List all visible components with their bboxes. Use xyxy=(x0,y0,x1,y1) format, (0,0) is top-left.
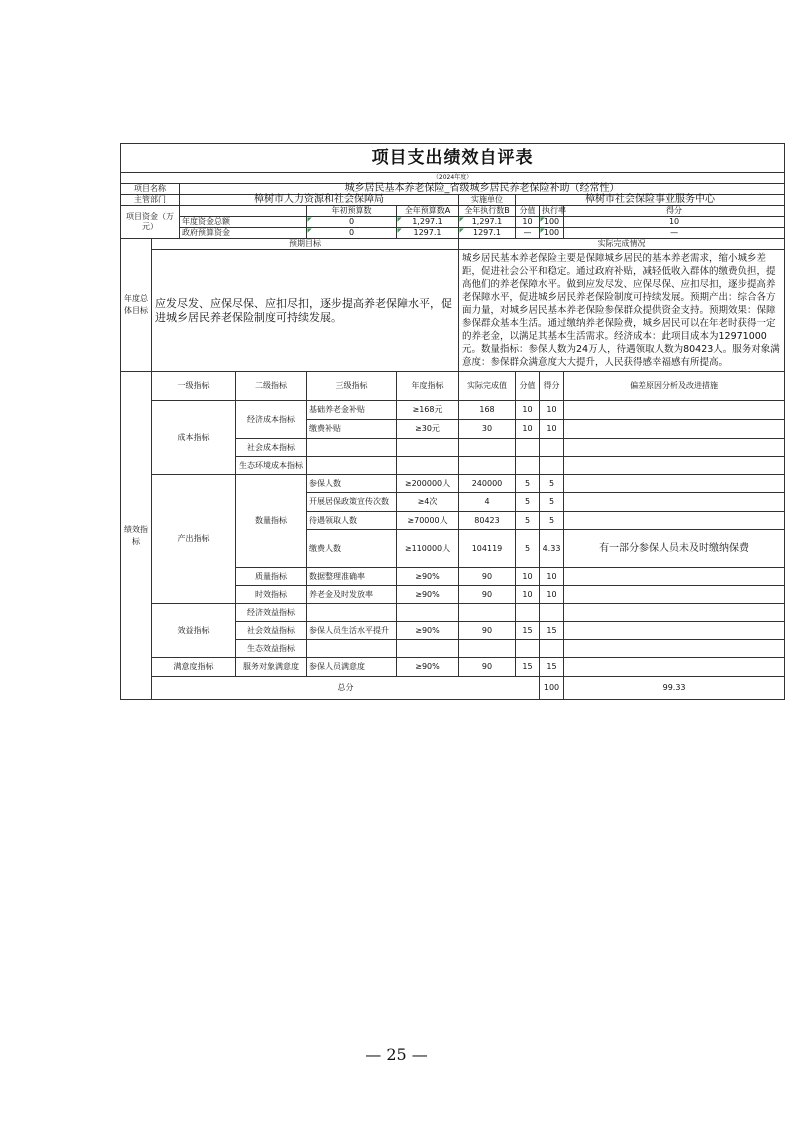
level2-quantity: 数量指标 xyxy=(236,475,307,568)
annual-score: 10 xyxy=(564,217,785,228)
r8-name: 养老金及时发放率 xyxy=(307,586,397,604)
r3-name: 参保人数 xyxy=(307,475,397,493)
empty-cell xyxy=(516,457,540,475)
r8-target: ≥90% xyxy=(397,586,459,604)
r9-name: 参保人员生活水平提升 xyxy=(307,622,397,640)
r8-score: 10 xyxy=(540,586,564,604)
label-score: 得分 xyxy=(564,206,785,217)
level2-econ-benefit: 经济效益指标 xyxy=(236,604,307,622)
r5-target: ≥70000人 xyxy=(397,512,459,530)
label-department: 主管部门 xyxy=(121,195,180,206)
empty-cell xyxy=(564,640,785,658)
actual-completion-text: 城乡居民基本养老保险主要是保障城乡居民的基本养老需求，缩小城乡差距，促进社会公平和稳定。通过政府补贴，减轻低收入群体的缴费负担，提高他们的养老保障水平。做到应发尽发、应保尽保、应扣尽扣，逐步提高养老保障水平，促进城乡居民养老保险制度可持续发展。预期产出：综合各方面力量，对城乡居民基本养老保险参保群众提供资金支持。预期效果：保障参保群众基本生活。通过缴纳养老保险费，城乡居民可以在年老时获得一定的养老金，以满足其基本生活需求。经济成本：此项目成本为12971000元。数量指标：参保人数为24万人，待遇领取人数为80423人。服务对象满意度：参保群众满意度大大提升，人民获得感幸福感有所提高。 xyxy=(459,250,785,372)
r4-score: 5 xyxy=(540,493,564,512)
r5-weight: 5 xyxy=(516,512,540,530)
empty-cell xyxy=(459,604,516,622)
r3-actual: 240000 xyxy=(459,475,516,493)
r6-analysis: 有一部分参保人员未及时缴纳保费 xyxy=(564,530,785,568)
department-name: 樟树市人力资源和社会保障局 xyxy=(180,195,459,206)
empty-cell xyxy=(459,439,516,457)
r6-weight: 5 xyxy=(516,530,540,568)
r2-target: ≥30元 xyxy=(397,420,459,439)
header-level2: 二级指标 xyxy=(236,372,307,401)
label-implementer: 实施单位 xyxy=(459,195,516,206)
table-title: 项目支出绩效自评表 xyxy=(121,144,785,173)
r10-weight: 15 xyxy=(516,658,540,677)
r1-target: ≥168元 xyxy=(397,401,459,420)
header-score: 得分 xyxy=(540,372,564,401)
empty-cell xyxy=(459,457,516,475)
label-annual-goal: 年度总体目标 xyxy=(121,239,152,372)
annual-exec: 1,297.1 xyxy=(459,217,516,228)
r10-analysis xyxy=(564,658,785,677)
r10-actual: 90 xyxy=(459,658,516,677)
gov-score: — xyxy=(564,228,785,239)
label-score-weight: 分值 xyxy=(516,206,540,217)
gov-rate: 100 xyxy=(540,228,564,239)
level1-output: 产出指标 xyxy=(152,475,236,604)
empty-cell xyxy=(516,640,540,658)
empty-cell xyxy=(397,457,459,475)
empty-cell xyxy=(540,457,564,475)
r5-name: 待遇领取人数 xyxy=(307,512,397,530)
empty-cell xyxy=(564,439,785,457)
label-gov-fund: 政府预算资金 xyxy=(180,228,307,239)
level2-timeliness: 时效指标 xyxy=(236,586,307,604)
r9-analysis xyxy=(564,622,785,640)
empty-cell xyxy=(307,604,397,622)
header-level1: 一级指标 xyxy=(152,372,236,401)
header-target: 年度指标 xyxy=(397,372,459,401)
label-budget-initial: 年初预算数 xyxy=(307,206,397,217)
implementer-name: 樟树市社会保险事业服务中心 xyxy=(516,195,785,206)
empty-cell xyxy=(564,457,785,475)
r3-target: ≥200000人 xyxy=(397,475,459,493)
table-year: （2024年度） xyxy=(121,173,785,184)
gov-initial: 0 xyxy=(307,228,397,239)
r4-name: 开展居保政策宣传次数 xyxy=(307,493,397,512)
r5-score: 5 xyxy=(540,512,564,530)
r9-score: 15 xyxy=(540,622,564,640)
total-weight: 100 xyxy=(540,677,564,700)
empty-cell xyxy=(564,604,785,622)
annual-full: 1,297.1 xyxy=(397,217,459,228)
level2-eco-benefit: 生态效益指标 xyxy=(236,640,307,658)
r9-target: ≥90% xyxy=(397,622,459,640)
r7-weight: 10 xyxy=(516,568,540,586)
r1-analysis xyxy=(564,401,785,420)
r1-actual: 168 xyxy=(459,401,516,420)
level2-service: 服务对象满意度 xyxy=(236,658,307,677)
header-actual: 实际完成值 xyxy=(459,372,516,401)
performance-table xyxy=(120,143,785,700)
label-expected-goal: 预期目标 xyxy=(152,239,459,250)
label-annual-total: 年度资金总额 xyxy=(180,217,307,228)
r2-analysis xyxy=(564,420,785,439)
empty-cell xyxy=(516,439,540,457)
r6-actual: 104119 xyxy=(459,530,516,568)
project-name: 城乡居民基本养老保险_省级城乡居民养老保险补助（经常性） xyxy=(180,184,785,195)
empty-cell xyxy=(540,439,564,457)
annual-initial: 0 xyxy=(307,217,397,228)
r2-score: 10 xyxy=(540,420,564,439)
empty-cell xyxy=(307,439,397,457)
r6-name: 缴费人数 xyxy=(307,530,397,568)
label-budget-full: 全年预算数A xyxy=(397,206,459,217)
header-analysis: 偏差原因分析及改进措施 xyxy=(564,372,785,401)
r3-analysis xyxy=(564,475,785,493)
empty-cell xyxy=(397,439,459,457)
r10-score: 15 xyxy=(540,658,564,677)
r10-name: 参保人员满意度 xyxy=(307,658,397,677)
r9-actual: 90 xyxy=(459,622,516,640)
level2-eco-cost: 生态环境成本指标 xyxy=(236,457,307,475)
r6-score: 4.33 xyxy=(540,530,564,568)
funds-blank-header xyxy=(180,206,307,217)
r5-analysis xyxy=(564,512,785,530)
empty-cell xyxy=(397,640,459,658)
r1-weight: 10 xyxy=(516,401,540,420)
expected-goal-text: 应发尽发、应保尽保、应扣尽扣，逐步提高养老保障水平，促进城乡居民养老保险制度可持续发展。 xyxy=(152,250,459,372)
empty-cell xyxy=(540,604,564,622)
level2-social-cost: 社会成本指标 xyxy=(236,439,307,457)
label-actual-completion: 实际完成情况 xyxy=(459,239,785,250)
r3-weight: 5 xyxy=(516,475,540,493)
total-score: 99.33 xyxy=(564,677,785,700)
label-total: 总分 xyxy=(152,677,540,700)
label-funds: 项目资金（万元） xyxy=(121,206,180,239)
label-performance-indicators: 绩效指标 xyxy=(121,372,152,700)
empty-cell xyxy=(540,640,564,658)
empty-cell xyxy=(516,604,540,622)
empty-cell xyxy=(307,640,397,658)
r1-score: 10 xyxy=(540,401,564,420)
header-level3: 三级指标 xyxy=(307,372,397,401)
level1-satisfaction: 满意度指标 xyxy=(152,658,236,677)
level2-econ-cost: 经济成本指标 xyxy=(236,401,307,439)
r5-actual: 80423 xyxy=(459,512,516,530)
r8-analysis xyxy=(564,586,785,604)
annual-weight: 10 xyxy=(516,217,540,228)
r10-target: ≥90% xyxy=(397,658,459,677)
r8-weight: 10 xyxy=(516,586,540,604)
empty-cell xyxy=(459,640,516,658)
header-weight: 分值 xyxy=(516,372,540,401)
r7-score: 10 xyxy=(540,568,564,586)
page-number: — 25 — xyxy=(365,1045,428,1064)
level2-social-benefit: 社会效益指标 xyxy=(236,622,307,640)
r7-actual: 90 xyxy=(459,568,516,586)
r8-actual: 90 xyxy=(459,586,516,604)
label-budget-exec: 全年执行数B xyxy=(459,206,516,217)
label-project-name: 项目名称 xyxy=(121,184,180,195)
empty-cell xyxy=(397,604,459,622)
level1-benefit: 效益指标 xyxy=(152,604,236,658)
r3-score: 5 xyxy=(540,475,564,493)
label-exec-rate: 执行率 xyxy=(540,206,564,217)
r4-target: ≥4次 xyxy=(397,493,459,512)
r4-analysis xyxy=(564,493,785,512)
empty-cell xyxy=(307,457,397,475)
annual-rate: 100 xyxy=(540,217,564,228)
level2-quality: 质量指标 xyxy=(236,568,307,586)
r7-analysis xyxy=(564,568,785,586)
r2-weight: 10 xyxy=(516,420,540,439)
level1-cost: 成本指标 xyxy=(152,401,236,475)
performance-table-sheet xyxy=(120,143,784,700)
r4-actual: 4 xyxy=(459,493,516,512)
r9-weight: 15 xyxy=(516,622,540,640)
gov-full: 1297.1 xyxy=(397,228,459,239)
r2-actual: 30 xyxy=(459,420,516,439)
r7-target: ≥90% xyxy=(397,568,459,586)
gov-exec: 1297.1 xyxy=(459,228,516,239)
r7-name: 数据整理准确率 xyxy=(307,568,397,586)
r1-name: 基础养老金补贴 xyxy=(307,401,397,420)
r6-target: ≥110000人 xyxy=(397,530,459,568)
gov-weight: — xyxy=(516,228,540,239)
r2-name: 缴费补贴 xyxy=(307,420,397,439)
r4-weight: 5 xyxy=(516,493,540,512)
